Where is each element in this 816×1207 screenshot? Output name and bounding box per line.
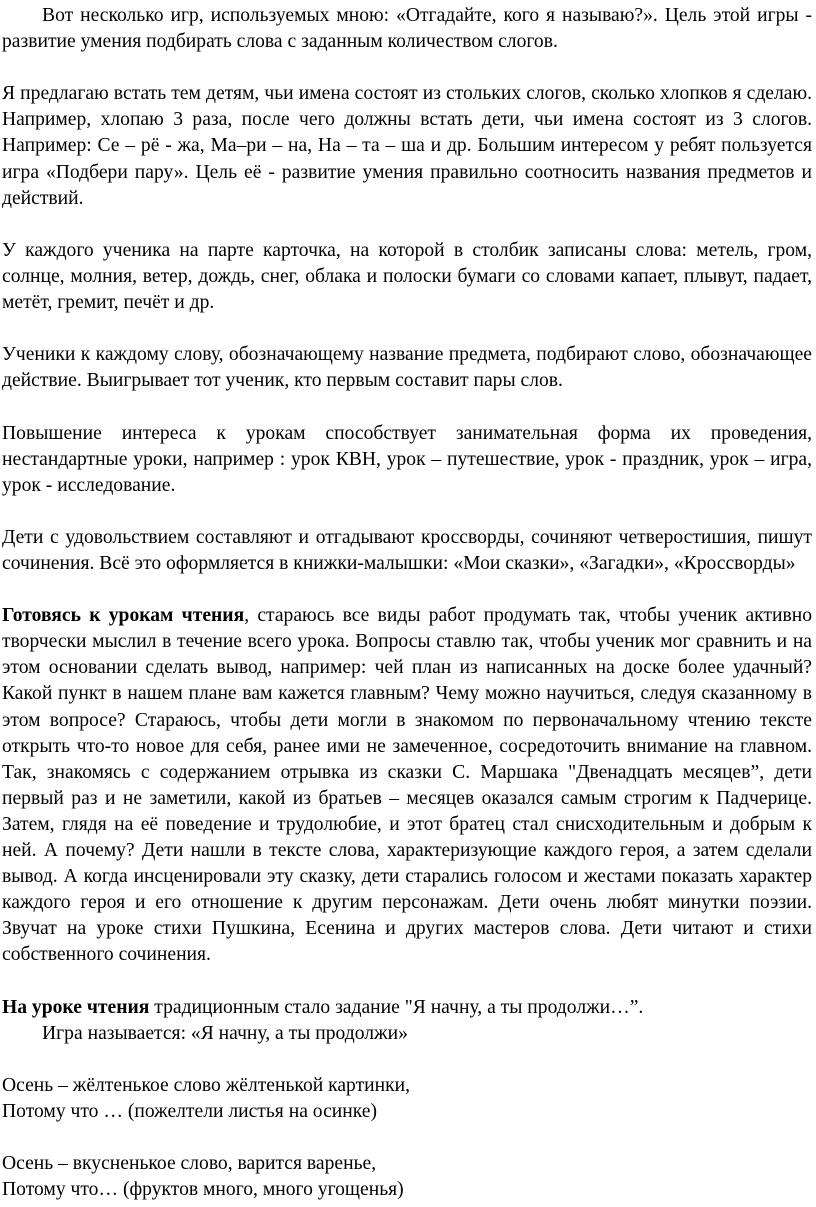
paragraph-syllables-game: Я предлагаю встать тем детям, чьи имена состоят из стольких слогов, сколько хлопков я сделаю. Например, хлопаю 3 раза, после чего должны встать дети, чьи имена состоят из 3 слогов. Например: Се – рё - жа, Ма–ри – на, На – та – ша и др. Большим интересом у ребят пользуется игра «Подбери пару». Цель её - развитие умения правильно соотносить названия предметов и действий.	[2, 83, 812, 209]
paragraph-lessons: Повышение интереса к урокам способствует занимательная форма их проведения, нестандартные уроки, например : урок КВН, урок – путешествие, урок - праздник, урок – игра, урок - исследование.	[2, 422, 812, 496]
paragraph-reading-lessons-text: , стараюсь все виды работ продумать так, чтобы ученик активно творчески мыслил в течение всего урока. Вопросы ставлю так, чтобы ученик мог сравнить и на этом основании сделать вывод, например: чей план из написанных на доске более удачный? Какой пункт в нашем плане вам кажется главным? Чему можно научиться, следуя сказанному в этом вопросе? Стараюсь, чтобы дети могли в знакомом по первоначальному чтению тексте открыть что-то новое для себя, ранее ими не замеченное, сосредоточить внимание на главном. Так, знакомясь с содержанием отрывка из сказки С. Маршака "Двенадцать месяцев”, дети первый раз и не заметили, какой из братьев – месяцев оказался самым строгим к Падчерице. Затем, глядя на её поведение и трудолюбие, и этот братец стал снисходительным и добрым к ней. А почему? Дети нашли в тексте слова, характеризующие каждого героя, а затем сделали вывод. А когда инсценировали эту сказку, дети старались голосом и жестами показать характер каждого героя и его отношение к другим персонажам. Дети очень любят минутки поэзии. Звучат на уроке стихи Пушкина, Есенина и других мастеров слова. Дети читают и стихи собственного сочинения.	[2, 605, 812, 966]
paragraph-cards: У каждого ученика на парте карточка, на которой в столбик записаны слова: метель, гром, солнце, молния, ветер, дождь, снег, облака и полоски бумаги со словами капает, плывут, падает, метёт, гремит, печёт и др.	[2, 239, 812, 314]
paragraph-game-name: Игра называется: «Я начну, а ты продолжи»	[42, 1022, 408, 1044]
paragraph-spacer	[2, 577, 812, 603]
poem-1-line-2: Потому что … (пожелтели листья на осинке)	[2, 1100, 378, 1122]
paragraph-spacer	[2, 212, 812, 238]
paragraph-reading-task	[2, 995, 812, 1021]
bold-lead-reading-task: На уроке чтения	[2, 996, 150, 1018]
bold-lead-reading-lessons: Готовясь к урокам чтения	[2, 605, 245, 627]
paragraph-intro-game: Вот несколько игр, используемых мною: «Отгадайте, кого я называю?». Цель этой игры - развитие умения подбирать слова с заданным количеством слогов.	[2, 5, 812, 53]
paragraph-spacer	[2, 316, 812, 342]
paragraph-spacer	[2, 394, 812, 420]
paragraph-spacer	[2, 968, 812, 994]
paragraph-spacer	[2, 55, 812, 81]
poem-2-line-1: Осень – вкусненькое слово, варится варенье,	[2, 1153, 377, 1175]
paragraph-pairs: Ученики к каждому слову, обозначающему название предмета, подбирают слово, обозначающее действие. Выигрывает тот ученик, кто первым составит пары слов.	[2, 344, 812, 392]
paragraph-reading-task-text: традиционным стало задание "Я начну, а ты продолжи…”.	[149, 996, 644, 1018]
paragraph-spacer	[2, 499, 812, 525]
paragraph-reading-lessons	[2, 603, 812, 968]
poem-2-line-2: Потому что… (фруктов много, много угощенья)	[2, 1179, 404, 1201]
paragraph-crosswords: Дети с удовольствием составляют и отгадывают кроссворды, сочиняют четверостишия, пишут сочинения. Всё это оформляется в книжки-малышки: «Мои сказки», «Загадки», «Кроссворды»	[2, 526, 812, 574]
paragraph-spacer	[2, 1125, 812, 1151]
poem-1-line-1: Осень – жёлтенькое слово жёлтенькой картинки,	[2, 1074, 411, 1096]
paragraph-spacer	[2, 1047, 812, 1073]
